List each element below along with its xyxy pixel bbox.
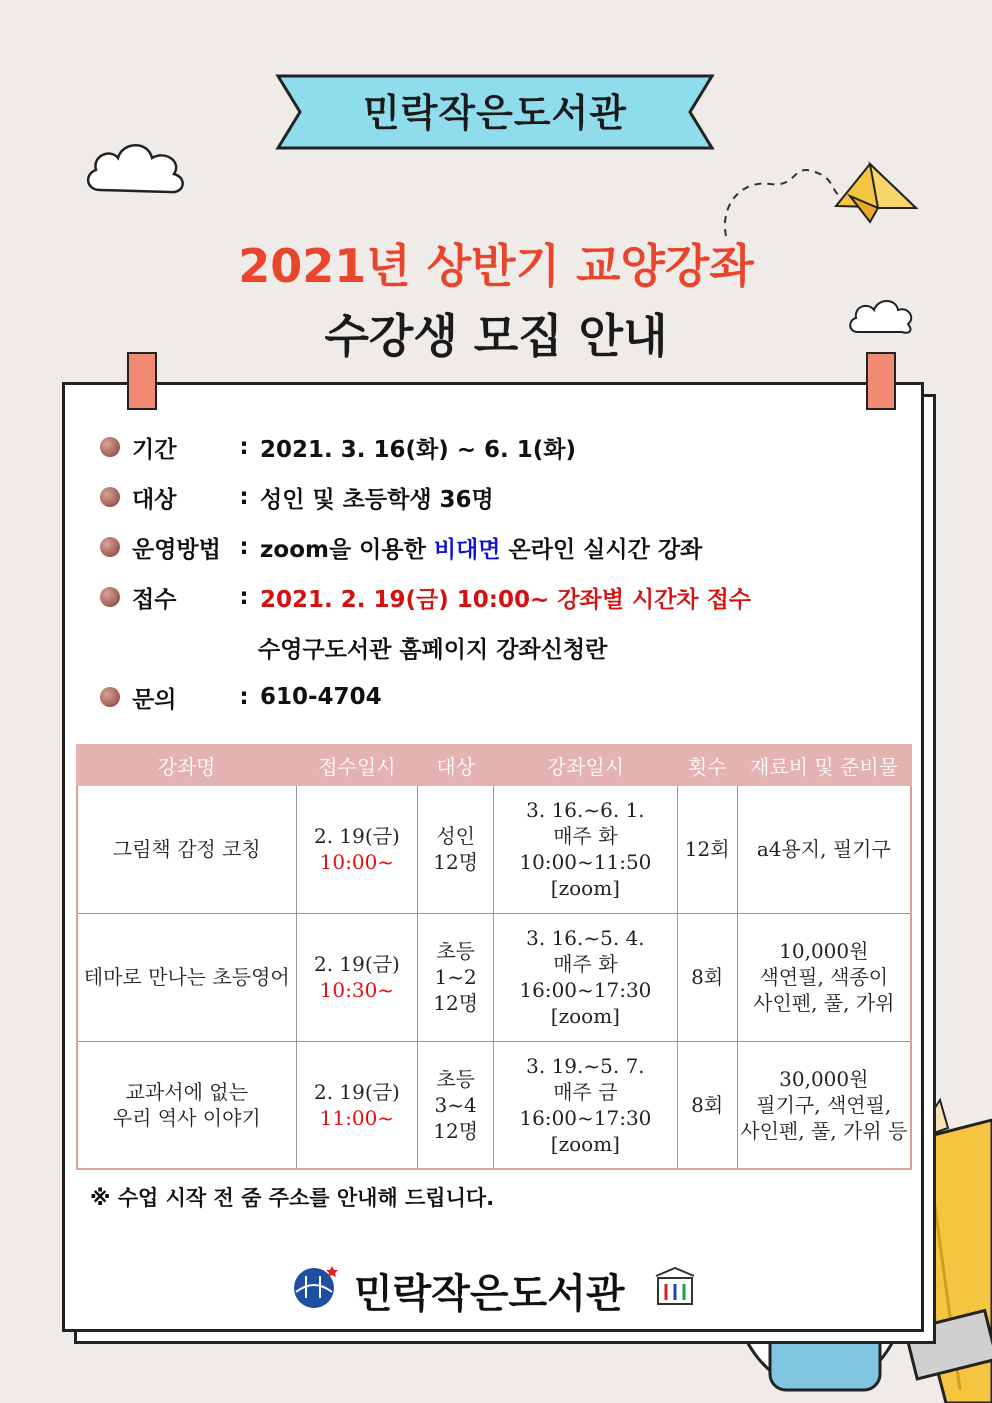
info-value: 610-4704 [260, 684, 382, 710]
course-schedule: 3. 16.~6. 1. 매주 화 10:00~11:50 [zoom] [494, 785, 678, 913]
info-target: 대상 : 성인 및 초등학생 36명 [100, 480, 494, 514]
course-materials: 10,000원 색연필, 색종이 사인펜, 풀, 가위 [737, 913, 911, 1041]
table-header: 대상 [418, 745, 494, 785]
table-header: 횟수 [677, 745, 737, 785]
info-period: 기간 : 2021. 3. 16(화) ~ 6. 1(화) [100, 430, 576, 464]
info-value: 2021. 2. 19(금) 10:00~ 강좌별 시간차 접수 [260, 586, 752, 613]
table-row [77, 1041, 911, 1169]
paper-clip-left [127, 352, 157, 410]
info-label: 대상 [132, 486, 177, 513]
table-header: 강좌일시 [494, 745, 678, 785]
suyeong-bridge-logo-icon [292, 1262, 342, 1310]
course-target: 초등 3~4 12명 [418, 1041, 494, 1169]
course-target: 초등 1~2 12명 [418, 913, 494, 1041]
paper-clip-right [866, 352, 896, 410]
table-header: 재료비 및 준비물 [737, 745, 911, 785]
title-sub: 수강생 모집 안내 [324, 309, 668, 363]
course-name: 그림책 감정 코칭 [77, 785, 296, 913]
info-method: 운영방법 : zoom을 이용한 비대면 온라인 실시간 강좌 [100, 530, 702, 564]
info-label: 운영방법 [132, 536, 221, 563]
table-header-row [77, 745, 911, 785]
bullet-icon [100, 487, 120, 507]
info-contact: 문의 : 610-4704 [100, 680, 382, 714]
bullet-icon [100, 687, 120, 707]
course-schedule: 3. 19.~5. 7. 매주 금 16:00~17:30 [zoom] [494, 1041, 678, 1169]
course-name: 테마로 만나는 초등영어 [77, 913, 296, 1041]
table-header: 강좌명 [77, 745, 296, 785]
library-emblem-icon [652, 1266, 698, 1308]
footer-library-name: 민락작은도서관 [354, 1271, 625, 1317]
session-count: 12회 [677, 785, 737, 913]
table-header: 접수일시 [296, 745, 418, 785]
course-table [76, 744, 912, 1170]
table-row [77, 785, 911, 913]
title-main: 2021년 상반기 교양강좌 [238, 239, 754, 293]
course-materials: 30,000원 필기구, 색연필, 사인펜, 풀, 가위 등 [737, 1041, 911, 1169]
info-label: 기간 [132, 436, 177, 463]
session-count: 8회 [677, 913, 737, 1041]
bullet-icon [100, 587, 120, 607]
registration-time: 2. 19(금) 10:30~ [296, 913, 418, 1041]
table-row [77, 913, 911, 1041]
banner-title: 민락작은도서관 [363, 91, 627, 135]
course-schedule: 3. 16.~5. 4. 매주 화 16:00~17:30 [zoom] [494, 913, 678, 1041]
registration-time: 2. 19(금) 10:00~ [296, 785, 418, 913]
info-value: 성인 및 초등학생 36명 [260, 486, 494, 513]
info-label: 접수 [132, 586, 177, 613]
cloud-icon [82, 138, 192, 200]
course-name: 교과서에 없는 우리 역사 이야기 [77, 1041, 296, 1169]
info-registration: 접수 : 2021. 2. 19(금) 10:00~ 강좌별 시간차 접수 [100, 580, 751, 614]
zoom-notice: ※ 수업 시작 전 줌 주소를 안내해 드립니다. [90, 1186, 495, 1210]
course-target: 성인 12명 [418, 785, 494, 913]
info-value: 수영구도서관 홈페이지 강좌신청란 [258, 636, 608, 663]
bullet-icon [100, 537, 120, 557]
info-value: zoom을 이용한 비대면 온라인 실시간 강좌 [260, 536, 703, 563]
course-materials: a4용지, 필기구 [737, 785, 911, 913]
session-count: 8회 [677, 1041, 737, 1169]
highlight-untact: 비대면 [433, 536, 501, 563]
registration-time: 2. 19(금) 11:00~ [296, 1041, 418, 1169]
info-label: 문의 [132, 686, 177, 713]
info-registration-place [258, 630, 607, 664]
bullet-icon [100, 437, 120, 457]
info-value: 2021. 3. 16(화) ~ 6. 1(화) [260, 436, 577, 463]
